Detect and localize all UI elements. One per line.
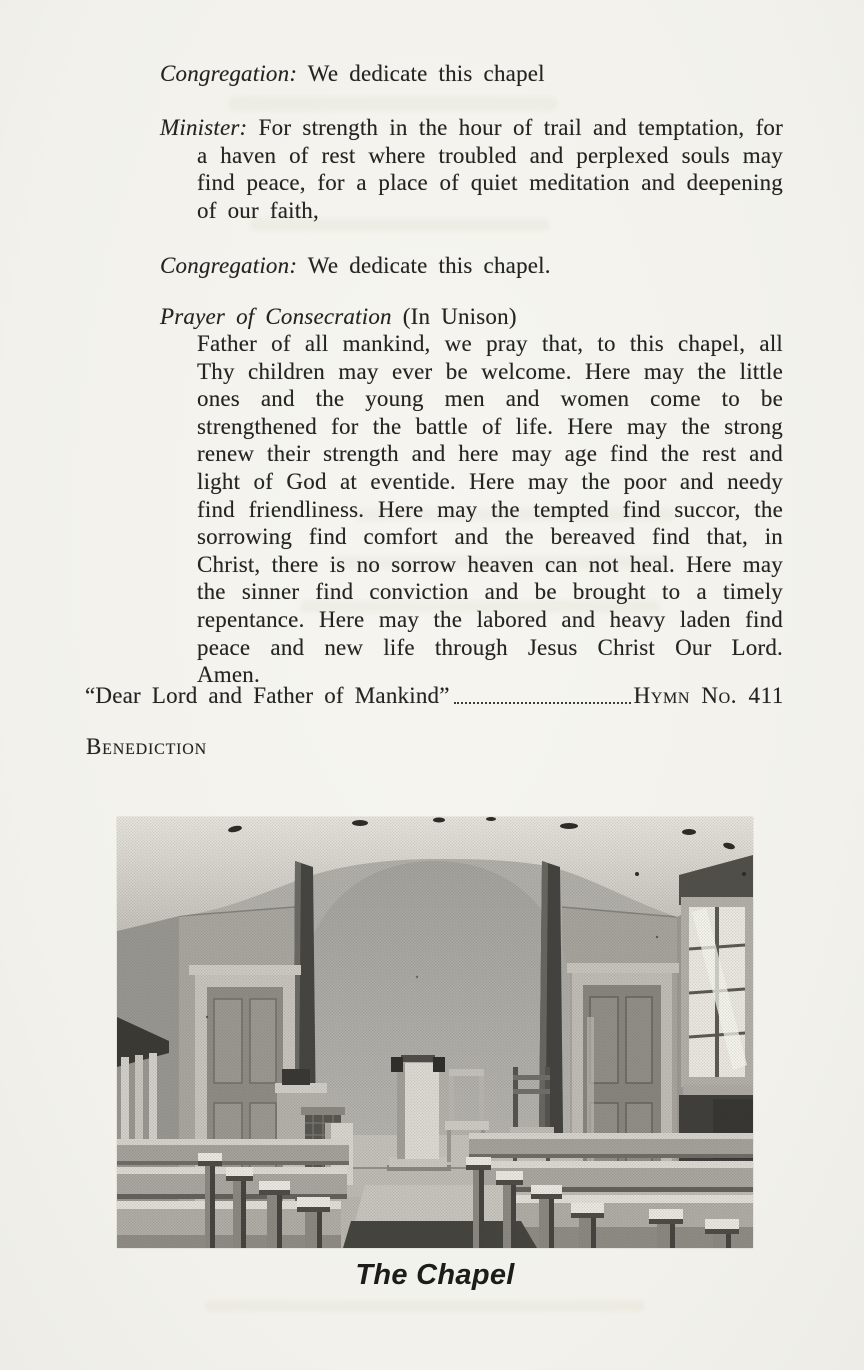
bleedthrough-artifact bbox=[228, 96, 558, 111]
hymn-line bbox=[85, 682, 784, 710]
prayer-heading bbox=[160, 303, 805, 331]
hymn-title: “Dear Lord and Father of Mankind” bbox=[85, 683, 450, 708]
halftone-overlay bbox=[117, 817, 753, 1248]
speaker-label: Congregation: bbox=[160, 61, 298, 86]
speaker-label: Minister: bbox=[160, 115, 248, 140]
liturgy-text: For strength in the hour of trail and temptation, for a haven of rest where troubled and perplexed souls may find peace, for a place of quiet meditation and deepening of our faith, bbox=[197, 115, 783, 223]
bleedthrough-artifact bbox=[205, 1300, 645, 1312]
photo-caption: The Chapel bbox=[355, 1259, 515, 1291]
prayer-note: (In Unison) bbox=[402, 304, 517, 329]
prayer-title: Prayer of Consecration bbox=[160, 304, 392, 329]
speaker-label: Congregation: bbox=[160, 253, 298, 278]
liturgy-line-minister bbox=[160, 114, 783, 224]
liturgy-text: We dedicate this chapel. bbox=[307, 253, 551, 278]
liturgy-line-congregation-1 bbox=[160, 60, 805, 88]
chapel-photo-svg bbox=[117, 817, 753, 1248]
liturgy-text: We dedicate this chapel bbox=[307, 61, 545, 86]
benediction-heading: Benediction bbox=[86, 734, 208, 759]
liturgy-line-congregation-2 bbox=[160, 252, 805, 280]
chapel-photo bbox=[117, 817, 753, 1248]
dot-leader bbox=[454, 702, 631, 704]
prayer-body: Father of all mankind, we pray that, to this chapel, all Thy children may ever be welcome. Here may the little ones and the young men and women come to be strengthened for the battle of life. Here may the strong renew their strength and here may age find the rest and light of God at eventide. Here may the poor and needy find friendliness. Here may the tempted find succor, the sorrowing find comfort and the bereaved find that, in Christ, there is no sorrow heaven can not heal. Here may the sinner find conviction and be brought to a timely repentance. Here may the labored and heavy laden find peace and new life through Jesus Christ Our Lord. Amen. bbox=[197, 331, 783, 688]
hymn-number: Hymn No. 411 bbox=[633, 683, 784, 708]
